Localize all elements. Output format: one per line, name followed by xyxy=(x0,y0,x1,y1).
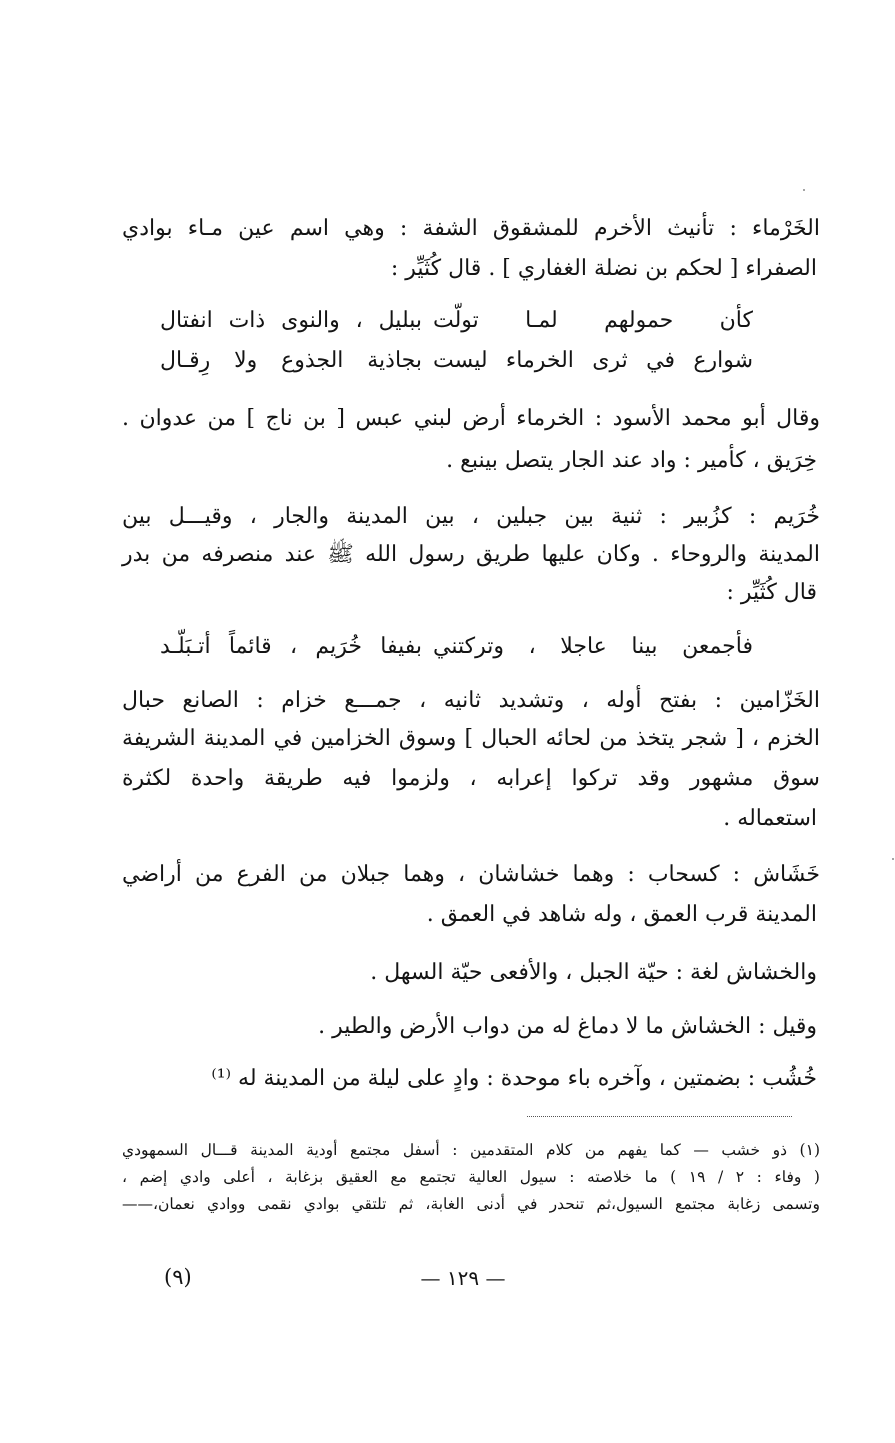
entry-khazzamin-line-3: سوق مشهور وقد تركوا إعرابه ، ولزموا فيه طريقة واحدة لكثرة xyxy=(122,766,820,791)
footnote-line-2: ( وفاء : ٢ / ١٩ ) ما خلاصته : سيول العالية تجتمع مع العقيق بزغابة ، أعلى وادي إضم ، xyxy=(122,1168,820,1186)
entry-khuraym-line-1: خُرَيم : كزُبير : ثنية بين جبلين ، بين المدينة والجار ، وقيـــل بين xyxy=(122,504,820,529)
entry-khuraym-line-2: المدينة والروحاء . وكان عليها طريق رسول الله ﷺ عند منصرفه من بدر xyxy=(122,542,820,567)
verse-3-first-hemistich: فأجمعن بينا عاجلا ، وتركتني xyxy=(433,634,753,659)
entry-khirayq-line-1: خِرَيق ، كأمير : واد عند الجار يتصل بينبع . xyxy=(446,448,817,473)
footnote-line-3: وتسمى زغابة مجتمع السيول،ثم تنحدر في أدنى الغابة، ثم تلتقي بوادي نقمى ووادي نعمان،—— xyxy=(122,1195,820,1213)
entry-khushub-line-1: خُشُب : بضمتين ، وآخره باء موحدة : وادٍ على ليلة من المدينة له ⁽¹⁾ xyxy=(211,1066,817,1091)
entry-khashash-line-4: وقيل : الخشاش ما لا دماغ له من دواب الأرض والطير . xyxy=(318,1014,817,1039)
scan-speck xyxy=(892,858,894,860)
entry-khashash-line-3: والخشاش لغة : حيّة الجبل ، والأفعى حيّة السهل . xyxy=(370,960,817,985)
page-number: — ١٢٩ — xyxy=(420,1266,506,1290)
footnote-divider xyxy=(527,1116,792,1117)
entry-khazzamin-line-2: الخزم ، [ شجر يتخذ من لحائه الحبال ] وسوق الخزامين في المدينة الشريفة xyxy=(122,726,820,751)
entry-khashash-line-2: المدينة قرب العمق ، وله شاهد في العمق . xyxy=(426,902,817,927)
verse-3-second-hemistich: بفيفا خُرَيم ، قائماً أتـبَلّـد xyxy=(160,634,422,659)
entry-kharma-line-1: الخَرْماء : تأنيث الأخرم للمشقوق الشفة : وهي اسم عين مـاء بوادي xyxy=(122,216,820,241)
entry-khashash-line-1: خَشَاش : كسحاب : وهما خشاشان ، وهما جبلان من الفرع من أراضي xyxy=(122,862,820,887)
verse-1-first-hemistich: كأن حمولهم لمـا تولّت xyxy=(433,308,753,333)
verse-1-second-hemistich: ببليل ، والنوى ذات انفتال xyxy=(160,308,422,333)
entry-kharma-line-2: الصفراء [ لحكم بن نضلة الغفاري ] . قال كُثَيِّر : xyxy=(390,256,817,281)
verse-2-second-hemistich: بجاذية الجذوع ولا رِقـال xyxy=(160,348,422,373)
entry-khazzamin-line-1: الخَزّامين : بفتح أوله ، وتشديد ثانيه ، جمـــع خزام : الصانع حبال xyxy=(122,688,820,713)
entry-khuraym-line-3: قال كُثَيِّر : xyxy=(726,580,817,605)
verse-2-first-hemistich: شوارع في ثرى الخرماء ليست xyxy=(433,348,753,373)
footnote-line-1: (١) ذو خشب — كما يفهم من كلام المتقدمين : أسفل مجتمع أودية المدينة قـــال السمهودي xyxy=(122,1141,820,1159)
signature-mark: (٩) xyxy=(164,1265,192,1289)
entry-khazzamin-line-4: استعماله . xyxy=(723,806,817,831)
entry-kharma-after-line: وقال أبو محمد الأسود : الخرماء أرض لبني عبس [ بن ناج ] من عدوان . xyxy=(122,406,820,431)
scan-speck xyxy=(803,189,805,191)
